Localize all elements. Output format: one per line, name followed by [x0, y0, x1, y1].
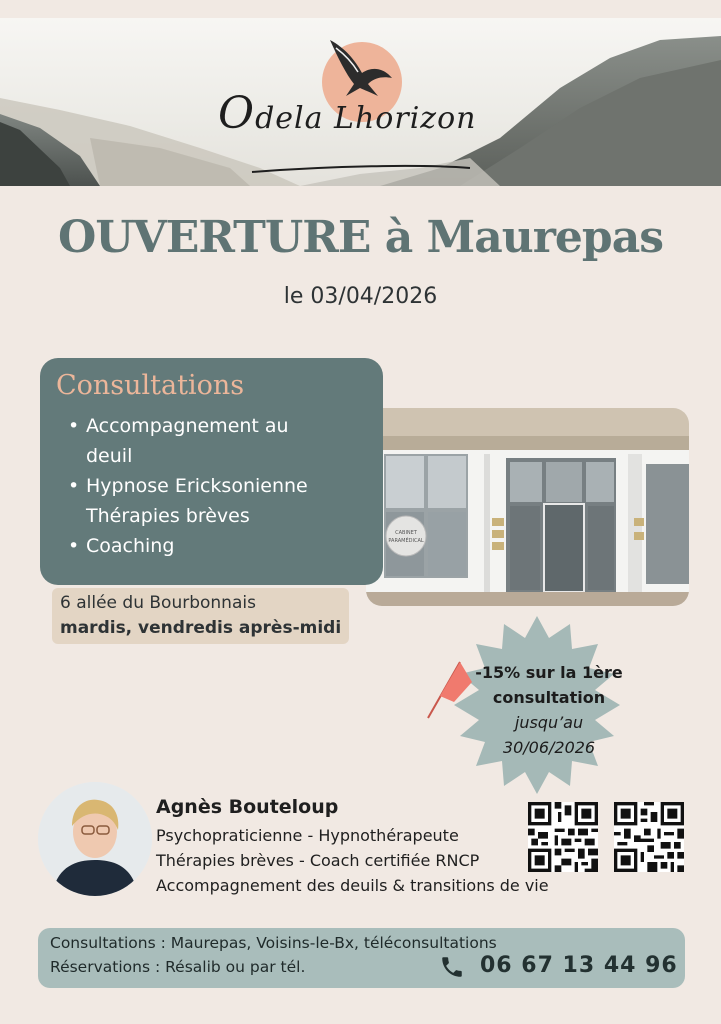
- bullet-icon: •: [68, 535, 80, 557]
- brand-logo: [218, 88, 476, 139]
- list-item: [56, 471, 367, 531]
- practitioner-role: Thérapies brèves - Coach certifiée RNCP: [156, 851, 480, 870]
- header-banner: [0, 18, 721, 186]
- promo-discount: -15% sur la 1ère: [475, 663, 623, 682]
- address: 6 allée du Bourbonnais: [60, 593, 256, 613]
- practitioner-role: Psychopraticienne - Hypnothérapeute: [156, 826, 459, 845]
- logo-initial: O: [218, 88, 256, 139]
- list-item-text: Coaching: [86, 535, 175, 557]
- list-item-text: Accompagnement au: [86, 415, 289, 437]
- list-item-text-continued: Thérapies brèves: [86, 505, 250, 527]
- list-item-text: Hypnose Ericksonienne: [86, 475, 308, 497]
- phone-icon: [438, 954, 466, 980]
- page-title: OUVERTURE à Maurepas: [58, 212, 663, 263]
- promo-text: [460, 660, 638, 760]
- practitioner-role: Accompagnement des deuils & transitions de vie: [156, 876, 549, 895]
- promo-until: jusqu’au: [514, 713, 584, 732]
- consultations-panel: [40, 358, 383, 585]
- avatar: [38, 782, 152, 896]
- list-item-text-continued: deuil: [86, 445, 133, 467]
- logo-name: dela Lhorizon: [255, 101, 477, 136]
- cabinet-sign-line1: CABINET: [395, 530, 417, 536]
- qr-code-icon[interactable]: [614, 802, 684, 872]
- consultations-list: [56, 411, 367, 561]
- promo-consultation: consultation: [492, 688, 606, 707]
- list-item: [56, 531, 367, 561]
- consultations-title: Consultations: [56, 370, 245, 401]
- bullet-icon: •: [68, 475, 80, 497]
- list-item: [56, 411, 367, 471]
- phone-number[interactable]: 06 67 13 44 96: [480, 953, 678, 978]
- bullet-icon: •: [68, 415, 80, 437]
- practitioner-name: Agnès Bouteloup: [156, 796, 339, 818]
- promo-end-date: 30/06/2026: [502, 738, 596, 757]
- reservations-info: Réservations : Résalib ou par tél.: [50, 958, 306, 976]
- address-box: [52, 588, 349, 644]
- opening-date: le 03/04/2026: [283, 284, 438, 309]
- contact-footer: [38, 928, 685, 988]
- cabinet-photo: [366, 408, 689, 606]
- cabinet-sign-line2: PARAMÉDICAL: [388, 538, 424, 544]
- schedule: mardis, vendredis après-midi: [60, 618, 342, 638]
- consultations-locations: Consultations : Maurepas, Voisins-le-Bx, téléconsultations: [50, 934, 497, 952]
- qr-code-icon[interactable]: [528, 802, 598, 872]
